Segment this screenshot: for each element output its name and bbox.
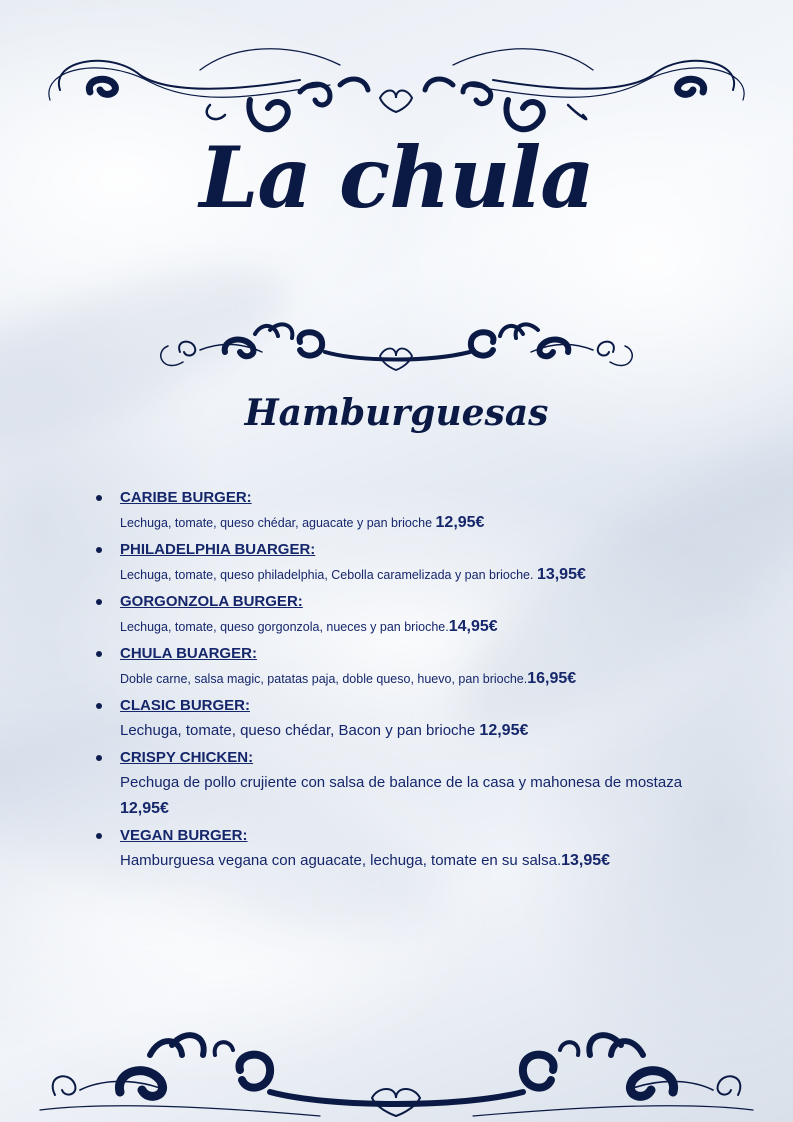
menu-item-caribe-burger bbox=[94, 488, 734, 536]
bullet-icon bbox=[96, 703, 102, 709]
item-description: Lechuga, tomate, queso chédar, aguacate y pan brioche 12,95€ bbox=[120, 514, 485, 531]
divider-ornament bbox=[0, 312, 793, 382]
item-description: Pechuga de pollo crujiente con salsa de balance de la casa y mahonesa de mostaza 12,95€ bbox=[120, 774, 683, 817]
menu-item-chula-burger bbox=[94, 644, 734, 692]
item-name: CLASIC BURGER: bbox=[120, 697, 250, 714]
item-description: Hamburguesa vegana con aguacate, lechuga, tomate en su salsa.13,95€ bbox=[120, 852, 611, 869]
bullet-icon bbox=[96, 547, 102, 553]
item-name: CRISPY CHICKEN: bbox=[120, 749, 254, 766]
bullet-icon bbox=[96, 599, 102, 605]
item-price: 13,95€ bbox=[536, 566, 586, 583]
bullet-icon bbox=[96, 833, 102, 839]
item-name: CARIBE BURGER: bbox=[120, 489, 252, 506]
menu-item-philadelphia-burger bbox=[94, 540, 734, 588]
item-name: CHULA BUARGER: bbox=[120, 645, 257, 662]
item-description: Lechuga, tomate, queso chédar, Bacon y pan brioche 12,95€ bbox=[120, 722, 529, 739]
item-description: Lechuga, tomate, queso philadelphia, Cebolla caramelizada y pan brioche. 13,95€ bbox=[120, 566, 586, 583]
item-price: 13,95€ bbox=[561, 852, 611, 869]
item-price: 14,95€ bbox=[448, 618, 498, 635]
menu-list bbox=[94, 488, 734, 878]
item-name: PHILADELPHIA BUARGER: bbox=[120, 541, 316, 558]
menu-item-clasic-burger bbox=[94, 696, 734, 744]
bullet-icon bbox=[96, 651, 102, 657]
item-name: GORGONZOLA BURGER: bbox=[120, 593, 303, 610]
bullet-icon bbox=[96, 495, 102, 501]
bullet-icon bbox=[96, 755, 102, 761]
top-scroll-ornament bbox=[0, 30, 793, 140]
menu-item-crispy-chicken bbox=[94, 748, 734, 822]
menu-item-gorgonzola-burger bbox=[94, 592, 734, 640]
bottom-scroll-ornament bbox=[0, 1010, 793, 1122]
section-title: Hamburguesas bbox=[244, 392, 549, 434]
item-price: 16,95€ bbox=[527, 670, 577, 687]
item-description: Lechuga, tomate, queso gorgonzola, nueces y pan brioche.14,95€ bbox=[120, 618, 498, 635]
item-name: VEGAN BURGER: bbox=[120, 827, 248, 844]
restaurant-name: La chula bbox=[199, 128, 594, 227]
item-price: 12,95€ bbox=[120, 800, 169, 817]
menu-item-vegan-burger bbox=[94, 826, 734, 874]
item-price: 12,95€ bbox=[435, 514, 485, 531]
item-description: Doble carne, salsa magic, patatas paja, doble queso, huevo, pan brioche.16,95€ bbox=[120, 670, 577, 687]
item-price: 12,95€ bbox=[479, 722, 529, 739]
